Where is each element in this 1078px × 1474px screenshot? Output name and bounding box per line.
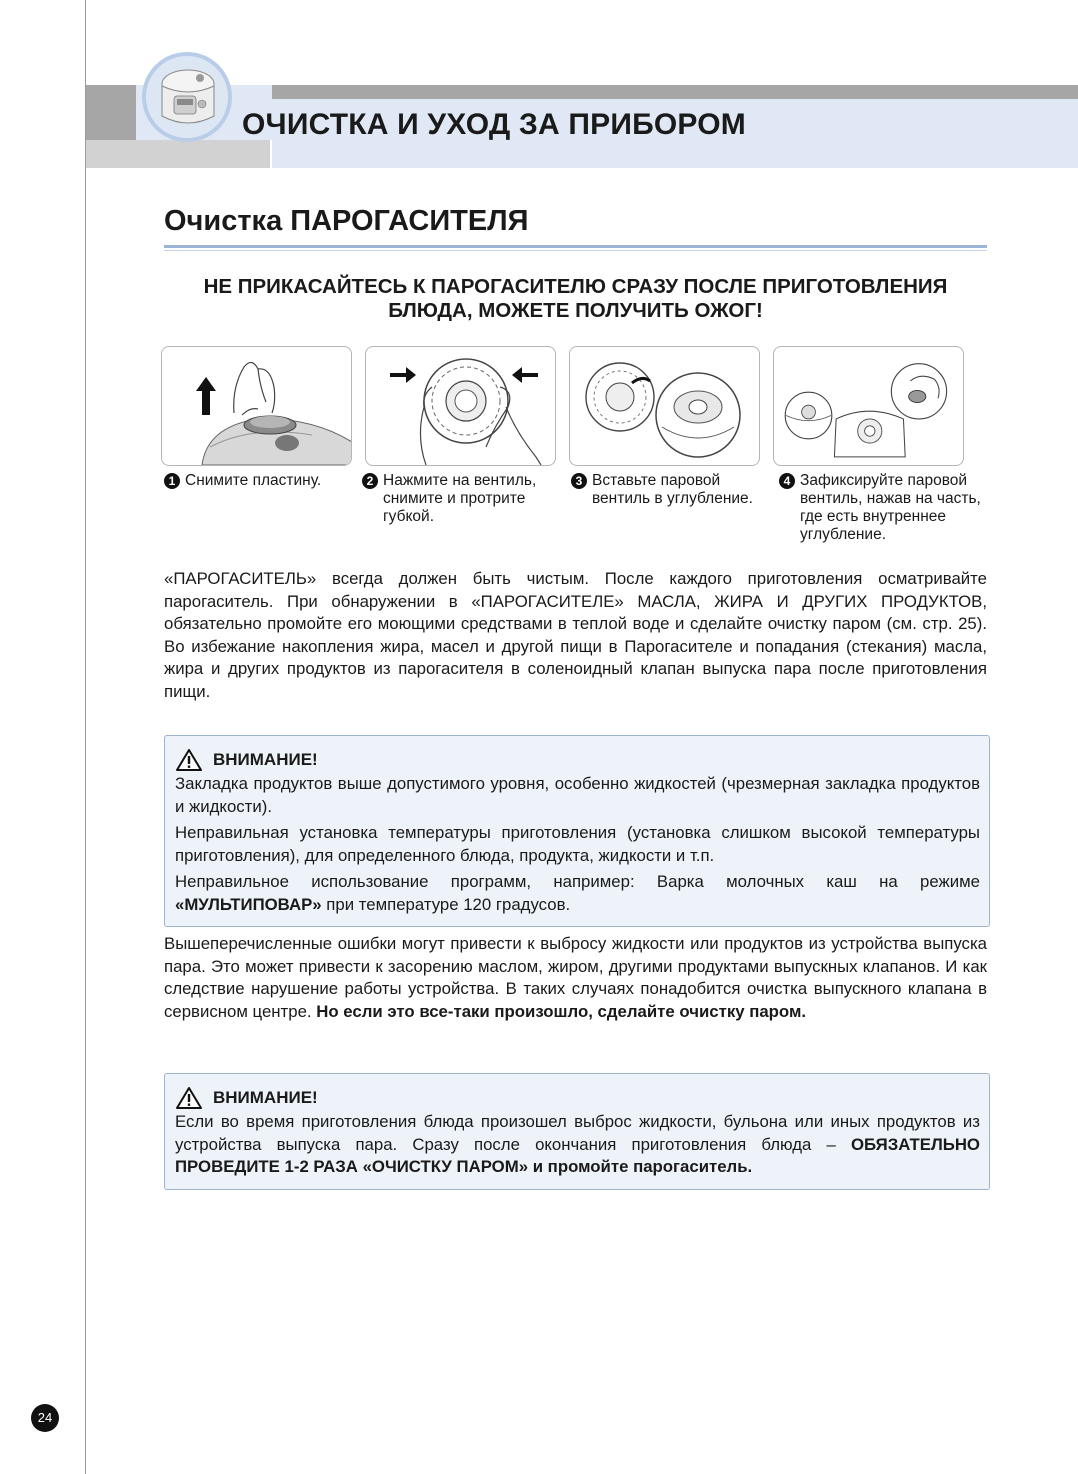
attention-title-2: ВНИМАНИЕ! [213,1087,318,1107]
page-header-title: ОЧИСТКА И УХОД ЗА ПРИБОРОМ [242,108,746,141]
step-2-illustration [365,346,556,466]
section-rule [164,245,987,248]
burn-warning-line-2: БЛЮДА, МОЖЕТЕ ПОЛУЧИТЬ ОЖОГ! [388,299,763,322]
attention-header-2 [175,1086,980,1110]
attention-1-item-3 [175,871,980,916]
burn-warning-heading [164,275,987,323]
step-1-caption [164,472,321,490]
cleaning-paragraph: «ПАРОГАСИТЕЛЬ» всегда должен быть чистым. После каждого приготовления осматривайте парогаситель. При обнаружении в «ПАРОГАСИТЕЛЕ» МАСЛА, ЖИРА И ДРУГИХ ПРОДУКТОВ, обязательно промойте его моющими средствами в теплой воде и сделайте очистку паром (см. стр. 25). Во избежание накопления жира, масел и другой пищи в Парогасителе и попадания (стекания) масла, жира и других продуктов из парогасителя в соленоидный клапан выпуска пара после приготовления пищи. [164,569,987,701]
warning-triangle-icon [175,1086,203,1110]
attention-1-item-1: Закладка продуктов выше допустимого уровня, особенно жидкостей (чрезмерная закладка продуктов и жидкости). [175,774,980,816]
attention-2-text-bold: ОБЯЗАТЕЛЬНО ПРОВЕДИТЕ 1-2 РАЗА «ОЧИСТКУ ПАРОМ» и промойте парогаситель. [175,1134,980,1176]
burn-warning-line-1: НЕ ПРИКАСАЙТЕСЬ К ПАРОГАСИТЕЛЮ СРАЗУ ПОСЛЕ ПРИГОТОВЛЕНИЯ [203,275,948,298]
step-4-illustration [773,346,964,466]
step-2-caption [362,472,536,526]
step-4-text-line-4: углубление. [800,526,887,543]
step-4-caption [779,472,981,544]
attention-2-text [175,1111,980,1179]
step-3-text-line-2: вентиль в углубление. [592,490,753,507]
errors-paragraph-bold: Но если это все-таки произошло, сделайте очистку паром. [316,1001,807,1021]
attention-1-item-3-end: при температуре 120 градусов. [326,894,571,914]
step-2-text-line-3: губкой. [383,508,434,525]
errors-paragraph [164,933,987,1023]
step-2-number: 2 [362,473,378,489]
step-3-illustration [569,346,760,466]
page-margin-line [85,0,86,1474]
attention-1-item-2: Неправильная установка температуры приготовления (установка слишком высокой температуры приготовления), для определенного блюда, продукта, жидкости и т.п. [175,823,980,865]
step-4-text-line-1: Зафиксируйте паровой [800,472,968,489]
attention-title-1: ВНИМАНИЕ! [213,749,318,769]
step-3-number: 3 [571,473,587,489]
section-title: Очистка ПАРОГАСИТЕЛЯ [164,205,529,237]
step-2-text-line-1: Нажмите на вентиль, [383,472,537,489]
attention-1-item-3-text: Неправильное использование программ, например: Варка молочных каш на режиме [175,872,980,891]
step-3-caption [571,472,753,508]
step-2-text-line-2: снимите и протрите [383,490,526,507]
header-left-light-block [86,140,270,168]
attention-box-1 [164,735,990,927]
warning-triangle-icon [175,748,203,772]
step-4-text-line-3: где есть внутреннее [800,508,947,525]
attention-1-item-3-bold: «МУЛЬТИПОВАР» [175,894,322,914]
attention-2-text-normal: Если во время приготовления блюда произошел выброс жидкости, бульона или иных продуктов из устройства выпуска пара. Сразу после окончания приготовления блюда – [175,1112,980,1154]
section-rule-thin [164,250,987,251]
step-4-text-line-2: вентиль, нажав на часть, [800,490,981,507]
step-4-number: 4 [779,473,795,489]
step-1-number: 1 [164,473,180,489]
attention-box-2 [164,1073,990,1190]
header-left-block [86,85,136,140]
multicooker-icon [140,50,234,144]
step-1-text: Снимите пластину. [185,472,322,489]
attention-header-1 [175,748,980,772]
step-3-text-line-1: Вставьте паровой [592,472,721,489]
errors-paragraph-text: Вышеперечисленные ошибки могут привести к выбросу жидкости или продуктов из устройства выпуска пара. Это может привести к засорению маслом, жиром, другими продуктами выпускных клапанов. И как следствие нарушение работы устройства. В таких случаях понадобится очистка выпускного клапана в сервисном центре. [164,934,987,1021]
step-1-illustration [161,346,352,466]
page-number: 24 [31,1404,59,1432]
